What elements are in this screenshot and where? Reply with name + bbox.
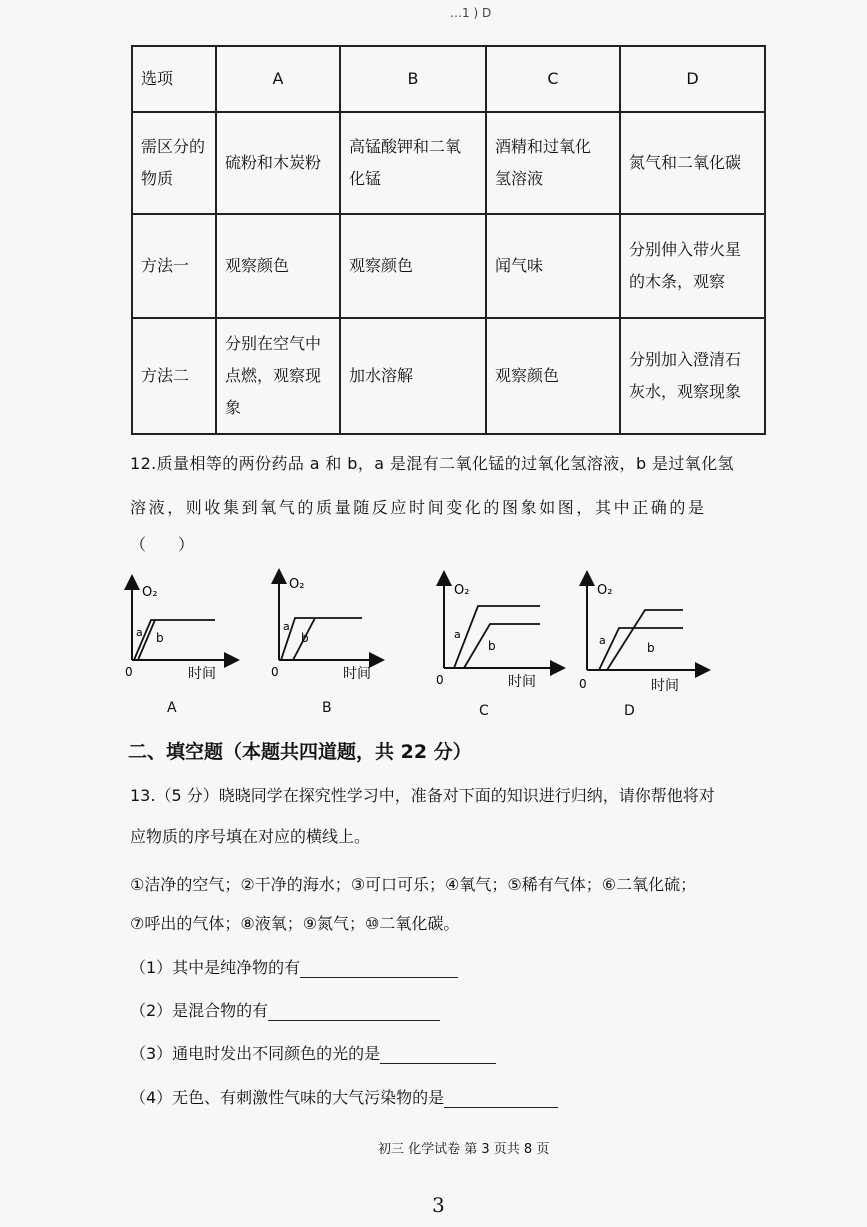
- table-cell: 观察颜色: [340, 214, 486, 318]
- sub-question-2: （2）是混合物的有: [130, 1001, 440, 1021]
- origin-label: 0: [271, 665, 279, 679]
- line-a-label: a: [599, 634, 606, 647]
- table-cell: 分别加入澄清石 灰水，观察现象: [620, 318, 765, 434]
- row-label: 方法一: [132, 214, 216, 318]
- graph-d-plot: [575, 572, 715, 697]
- answer-blank[interactable]: [300, 959, 458, 978]
- substance-list-line1: ①洁净的空气；②干净的海水；③可口可乐；④氧气；⑤稀有气体；⑥二氧化硫；: [130, 875, 697, 894]
- line-a-label: a: [454, 628, 461, 641]
- answer-bracket: （ ）: [130, 535, 195, 554]
- graph-option-label: B: [322, 700, 332, 716]
- table-cell: 加水溶解: [340, 318, 486, 434]
- curve-a: [281, 618, 362, 660]
- answer-blank[interactable]: [268, 1002, 440, 1021]
- page-footer: 初三 化学试卷 第 3 页共 8 页: [378, 1142, 550, 1157]
- table-row: [132, 318, 765, 434]
- graph-option-a: [120, 572, 250, 696]
- section-title: 二、填空题（本题共四道题，共 22 分）: [128, 741, 472, 763]
- curve-b: [607, 610, 683, 670]
- table-header-cell: 选项: [132, 46, 216, 112]
- line-b-label: b: [488, 639, 496, 653]
- origin-label: 0: [436, 673, 444, 687]
- page-number: 3: [432, 1193, 445, 1217]
- y-axis-label: O₂: [454, 583, 470, 598]
- line-b-label: b: [647, 641, 655, 655]
- y-axis-label: O₂: [289, 577, 305, 592]
- x-axis-label: 时间: [188, 666, 216, 682]
- graph-option-b: [265, 568, 395, 692]
- origin-label: 0: [125, 665, 133, 679]
- table-cell: 观察颜色: [486, 318, 620, 434]
- line-a-label: a: [136, 626, 143, 639]
- table-cell: 酒精和过氧化 氢溶液: [486, 112, 620, 214]
- question-13-line1: 13.（5 分）晓晓同学在探究性学习中，准备对下面的知识进行归纳，请你帮他将对: [130, 786, 715, 805]
- line-b-label: b: [301, 631, 309, 645]
- page-header-fragment: …1 ) D: [450, 6, 492, 20]
- table-row: [132, 214, 765, 318]
- question-13-line2: 应物质的序号填在对应的横线上。: [130, 827, 371, 846]
- graph-c-plot: [432, 572, 572, 697]
- table-row: [132, 112, 765, 214]
- graph-option-label: A: [167, 700, 177, 716]
- y-axis-label: O₂: [142, 585, 158, 600]
- table-header-cell: B: [340, 46, 486, 112]
- graph-a-plot: [120, 572, 250, 692]
- line-a-label: a: [283, 620, 290, 633]
- table-cell: 硫粉和木炭粉: [216, 112, 340, 214]
- graph-option-label: D: [624, 703, 635, 719]
- sub-question-4: （4）无色、有刺激性气味的大气污染物的是: [130, 1088, 558, 1108]
- table-cell: 分别在空气中 点燃，观察现 象: [216, 318, 340, 434]
- table-cell: 观察颜色: [216, 214, 340, 318]
- answer-blank[interactable]: [444, 1089, 558, 1108]
- table-header-cell: C: [486, 46, 620, 112]
- x-axis-label: 时间: [508, 674, 536, 690]
- sub-question-1: （1）其中是纯净物的有: [130, 958, 458, 978]
- row-label: 需区分的 物质: [132, 112, 216, 214]
- question-12-line2: 溶液，则收集到氧气的质量随反应时间变化的图象如图，其中正确的是: [130, 498, 707, 517]
- graph-option-label: C: [479, 703, 489, 719]
- table-header-cell: D: [620, 46, 765, 112]
- curve-b: [464, 624, 540, 668]
- row-label: 方法二: [132, 318, 216, 434]
- options-table: [131, 45, 766, 435]
- question-12-line1: 12.质量相等的两份药品 a 和 b，a 是混有二氧化锰的过氧化氢溶液，b 是过氧化氢: [130, 454, 734, 473]
- table-cell: 高锰酸钾和二氧 化锰: [340, 112, 486, 214]
- substance-list-line2: ⑦呼出的气体；⑧液氧；⑨氮气；⑩二氧化碳。: [130, 914, 460, 933]
- table-cell: 闻气味: [486, 214, 620, 318]
- x-axis-label: 时间: [343, 666, 371, 682]
- answer-blank[interactable]: [380, 1045, 496, 1064]
- table-header-row: [132, 46, 765, 112]
- x-axis-label: 时间: [651, 678, 679, 694]
- line-b-label: b: [156, 631, 164, 645]
- graph-option-d: [575, 572, 715, 701]
- y-axis-label: O₂: [597, 583, 613, 598]
- table-header-cell: A: [216, 46, 340, 112]
- curve-a: [454, 606, 540, 668]
- table-cell: 氮气和二氧化碳: [620, 112, 765, 214]
- sub-question-3: （3）通电时发出不同颜色的光的是: [130, 1044, 496, 1064]
- table-cell: 分别伸入带火星 的木条，观察: [620, 214, 765, 318]
- origin-label: 0: [579, 677, 587, 691]
- graph-option-c: [432, 572, 572, 701]
- graph-b-plot: [265, 568, 395, 688]
